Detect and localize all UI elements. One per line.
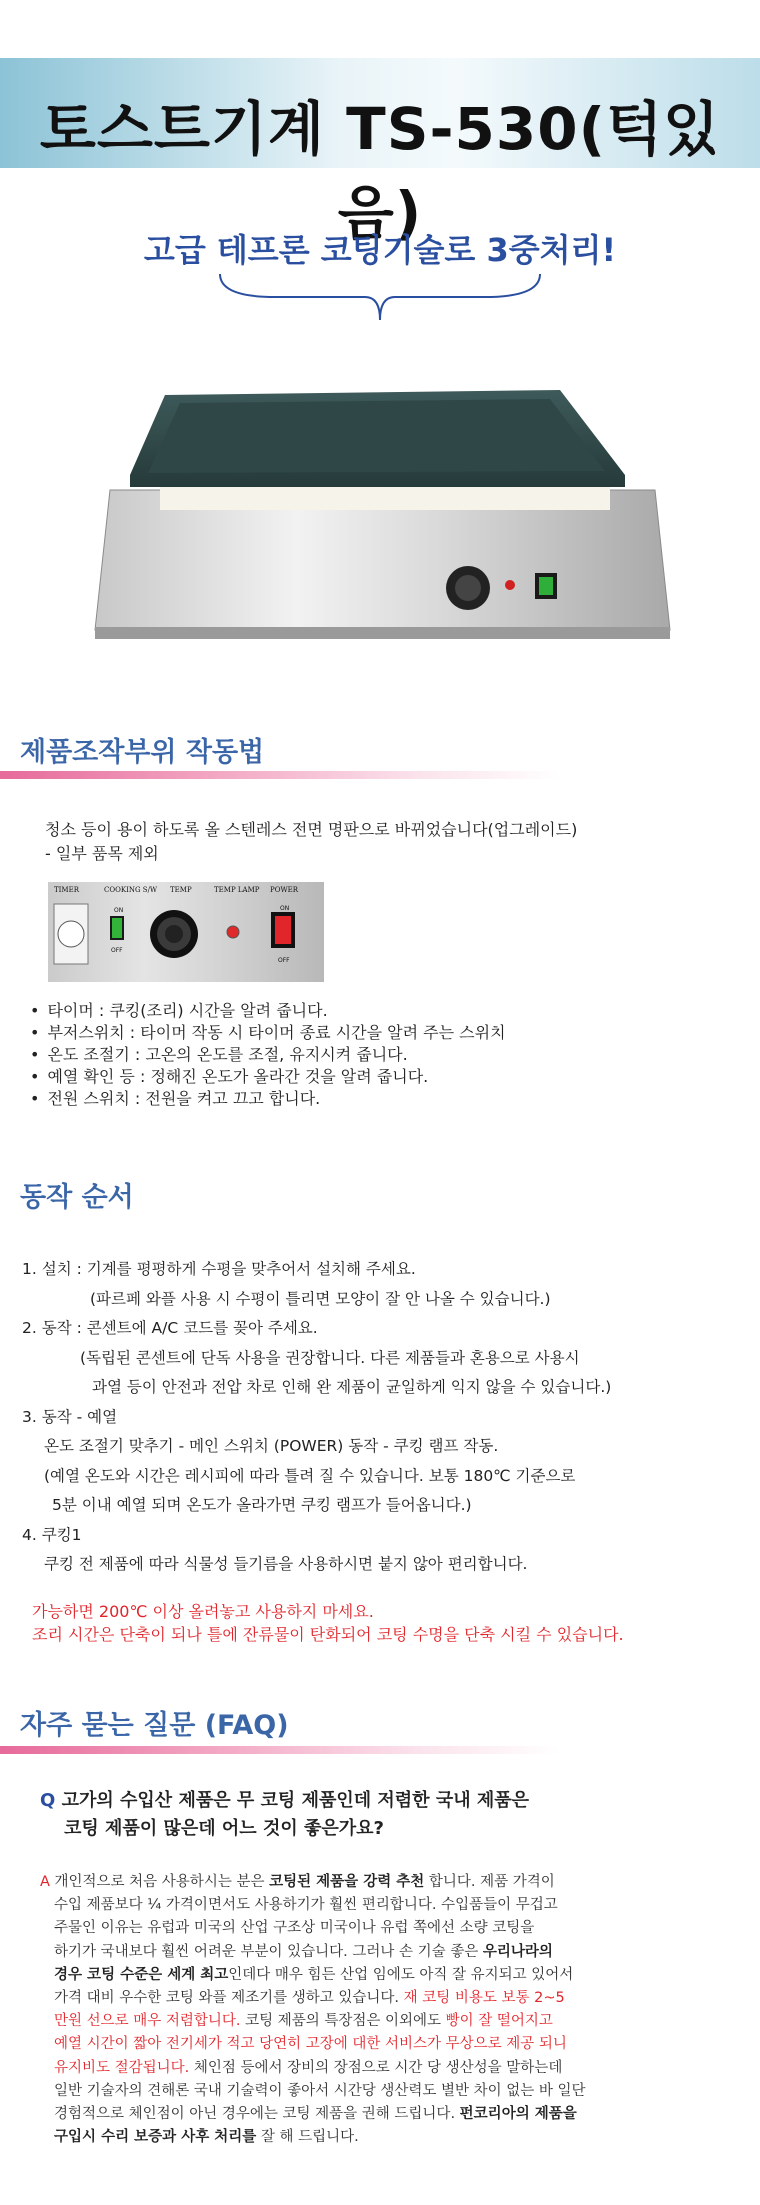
step-3-note-a: (예열 온도와 시간은 레시피에 따라 틀려 질 수 있습니다. 보통 180℃ 기준으로 — [44, 1466, 576, 1485]
section-title-operation: 제품조작부위 작동법 — [20, 737, 265, 768]
label-temp-lamp: TEMP LAMP — [214, 886, 260, 894]
answer-emphasis: 코팅된 제품을 강력 추천 — [269, 1874, 425, 1890]
toaster-griddle-image — [70, 375, 690, 655]
step-2-note-b: 과열 등이 안전과 전압 차로 인해 완 제품이 균일하게 익지 않을 수 있습니다.) — [92, 1378, 612, 1396]
warning-notes — [32, 1600, 624, 1646]
operation-steps — [22, 1255, 742, 1580]
step-3: 3. 동작 - 예열 — [22, 1407, 118, 1426]
feature-power-switch: • 전원 스위치 : 전원을 켜고 끄고 합니다. — [30, 1088, 506, 1110]
section-title-sequence: 동작 순서 — [20, 1182, 134, 1213]
answer-emphasis: 펀코리아의 제품을 — [459, 2106, 577, 2123]
upgrade-notice-exception: - 일부 품목 제외 — [45, 844, 159, 863]
label-power: POWER — [270, 886, 299, 894]
question-mark: Q — [40, 1790, 56, 1811]
answer-line: 주물인 이유는 유럽과 미국의 산업 구조상 미국이나 유럽 쪽에선 소량 코팅을 — [54, 1920, 535, 1937]
question-line-2: 코팅 제품이 많은데 어느 것이 좋은가요? — [64, 1818, 384, 1839]
step-4: 4. 쿠킹1 — [22, 1525, 82, 1544]
section-title-faq: 자주 묻는 질문 (FAQ) — [20, 1710, 289, 1741]
upgrade-notice: 청소 등이 용이 하도록 올 스텐레스 전면 명판으로 바뀌었습니다(업그레이드) — [45, 820, 578, 839]
step-3-desc: 온도 조절기 맞추기 - 메인 스위치 (POWER) 동작 - 쿠킹 램프 작동. — [44, 1437, 499, 1455]
section-divider — [0, 771, 560, 779]
warning-temp: 가능하면 200℃ 이상 올려놓고 사용하지 마세요. — [32, 1602, 374, 1621]
answer-text: 체인점 등에서 장비의 장점으로 시간 당 생산성을 말하는데 — [189, 2059, 563, 2076]
control-panel-image — [48, 882, 324, 982]
power-off-label: OFF — [278, 957, 290, 964]
answer-line: 수입 제품보다 ¼ 가격이면서도 사용하기가 훨씬 편리합니다. 수입품들이 무겁고 — [54, 1897, 558, 1914]
feature-buzzer-switch: • 부저스위치 : 타이머 작동 시 타이머 종료 시간을 알려 주는 스위치 — [30, 1022, 506, 1044]
answer-text: 코팅 제품의 특장점은 이외에도 — [240, 2013, 446, 2030]
step-2-note-a: (독립된 콘센트에 단독 사용을 권장합니다. 다른 제품들과 혼용으로 사용시 — [80, 1348, 580, 1367]
cooking-off-label: OFF — [111, 947, 123, 954]
answer-text: 가격 대비 우수한 코팅 와플 제조기를 생하고 있습니다. — [54, 1990, 404, 2007]
question-line-1: 고가의 수입산 제품은 무 코팅 제품인데 저렴한 국내 제품은 — [61, 1790, 530, 1811]
answer-highlight: 유지비도 절감됩니다. — [54, 2059, 190, 2076]
answer-text: 경험적으로 체인점이 아닌 경우에는 코팅 제품을 권해 드립니다. — [54, 2106, 460, 2123]
faq-answer — [40, 1871, 740, 2149]
label-temp: TEMP — [170, 886, 192, 894]
answer-line: 일반 기술자의 견해론 국내 기술력이 좋아서 시간당 생산력도 별반 차이 없는 바 일단 — [54, 2082, 586, 2099]
answer-text: 하기가 국내보다 훨씬 어려운 부분이 있습니다. 그러나 손 기술 좋은 — [54, 1943, 483, 1960]
feature-preheat-lamp: • 예열 확인 등 : 정해진 온도가 올라간 것을 알려 줍니다. — [30, 1066, 506, 1088]
step-1: 1. 설치 : 기계를 평평하게 수평을 맞추어서 설치해 주세요. — [22, 1260, 416, 1278]
answer-emphasis: 경우 코팅 수준은 세계 최고 — [54, 1966, 229, 1983]
faq-question — [40, 1787, 529, 1843]
section-divider — [0, 1746, 560, 1754]
cooking-on-label: ON — [114, 907, 124, 914]
answer-mark: A — [40, 1874, 50, 1890]
feature-list — [30, 1000, 506, 1110]
tagline: 고급 테프론 코팅기술로 3중처리! — [143, 231, 617, 269]
answer-emphasis: 구입시 수리 보증과 사후 처리를 — [54, 2129, 257, 2146]
curly-brace-decoration — [215, 272, 545, 322]
answer-highlight: 빵이 잘 떨어지고 — [445, 2013, 553, 2030]
feature-thermostat: • 온도 조절기 : 고온의 온도를 조절, 유지시켜 줍니다. — [30, 1044, 506, 1066]
answer-highlight: 재 코팅 비용도 보통 2~5 — [403, 1990, 565, 2007]
answer-emphasis: 우리나라의 — [482, 1943, 553, 1960]
warning-carbonization: 조리 시간은 단축이 되나 틀에 잔류물이 탄화되어 코팅 수명을 단축 시킬 수 있습니다. — [32, 1625, 624, 1644]
label-timer: TIMER — [54, 886, 79, 894]
product-title: 토스트기계 TS-530(턱있음) — [39, 95, 721, 247]
step-4-desc: 쿠킹 전 제품에 따라 식물성 들기름을 사용하시면 붙지 않아 편리합니다. — [44, 1555, 528, 1573]
step-3-note-b: 5분 이내 예열 되며 온도가 올라가면 쿠킹 램프가 들어옵니다.) — [52, 1496, 472, 1514]
answer-text: 개인적으로 처음 사용하시는 분은 — [54, 1874, 270, 1890]
answer-text: 잘 해 드립니다. — [256, 2129, 359, 2146]
label-cooking-sw: COOKING S/W — [104, 886, 158, 894]
step-1-note: (파르페 와플 사용 시 수평이 틀리면 모양이 잘 안 나올 수 있습니다.) — [90, 1289, 551, 1308]
step-2: 2. 동작 : 콘센트에 A/C 코드를 꽂아 주세요. — [22, 1319, 318, 1337]
answer-text: 합니다. 제품 가격이 — [424, 1874, 555, 1890]
power-on-label: ON — [280, 905, 290, 912]
feature-timer: • 타이머 : 쿠킹(조리) 시간을 알려 줍니다. — [30, 1000, 506, 1022]
answer-highlight: 예열 시간이 짧아 전기세가 적고 당연히 고장에 대한 서비스가 무상으로 제공 되니 — [54, 2036, 567, 2053]
answer-text: 인데다 매우 힘든 산업 임에도 아직 잘 유지되고 있어서 — [228, 1966, 574, 1983]
answer-highlight: 만원 선으로 매우 저렴합니다. — [54, 2013, 241, 2030]
